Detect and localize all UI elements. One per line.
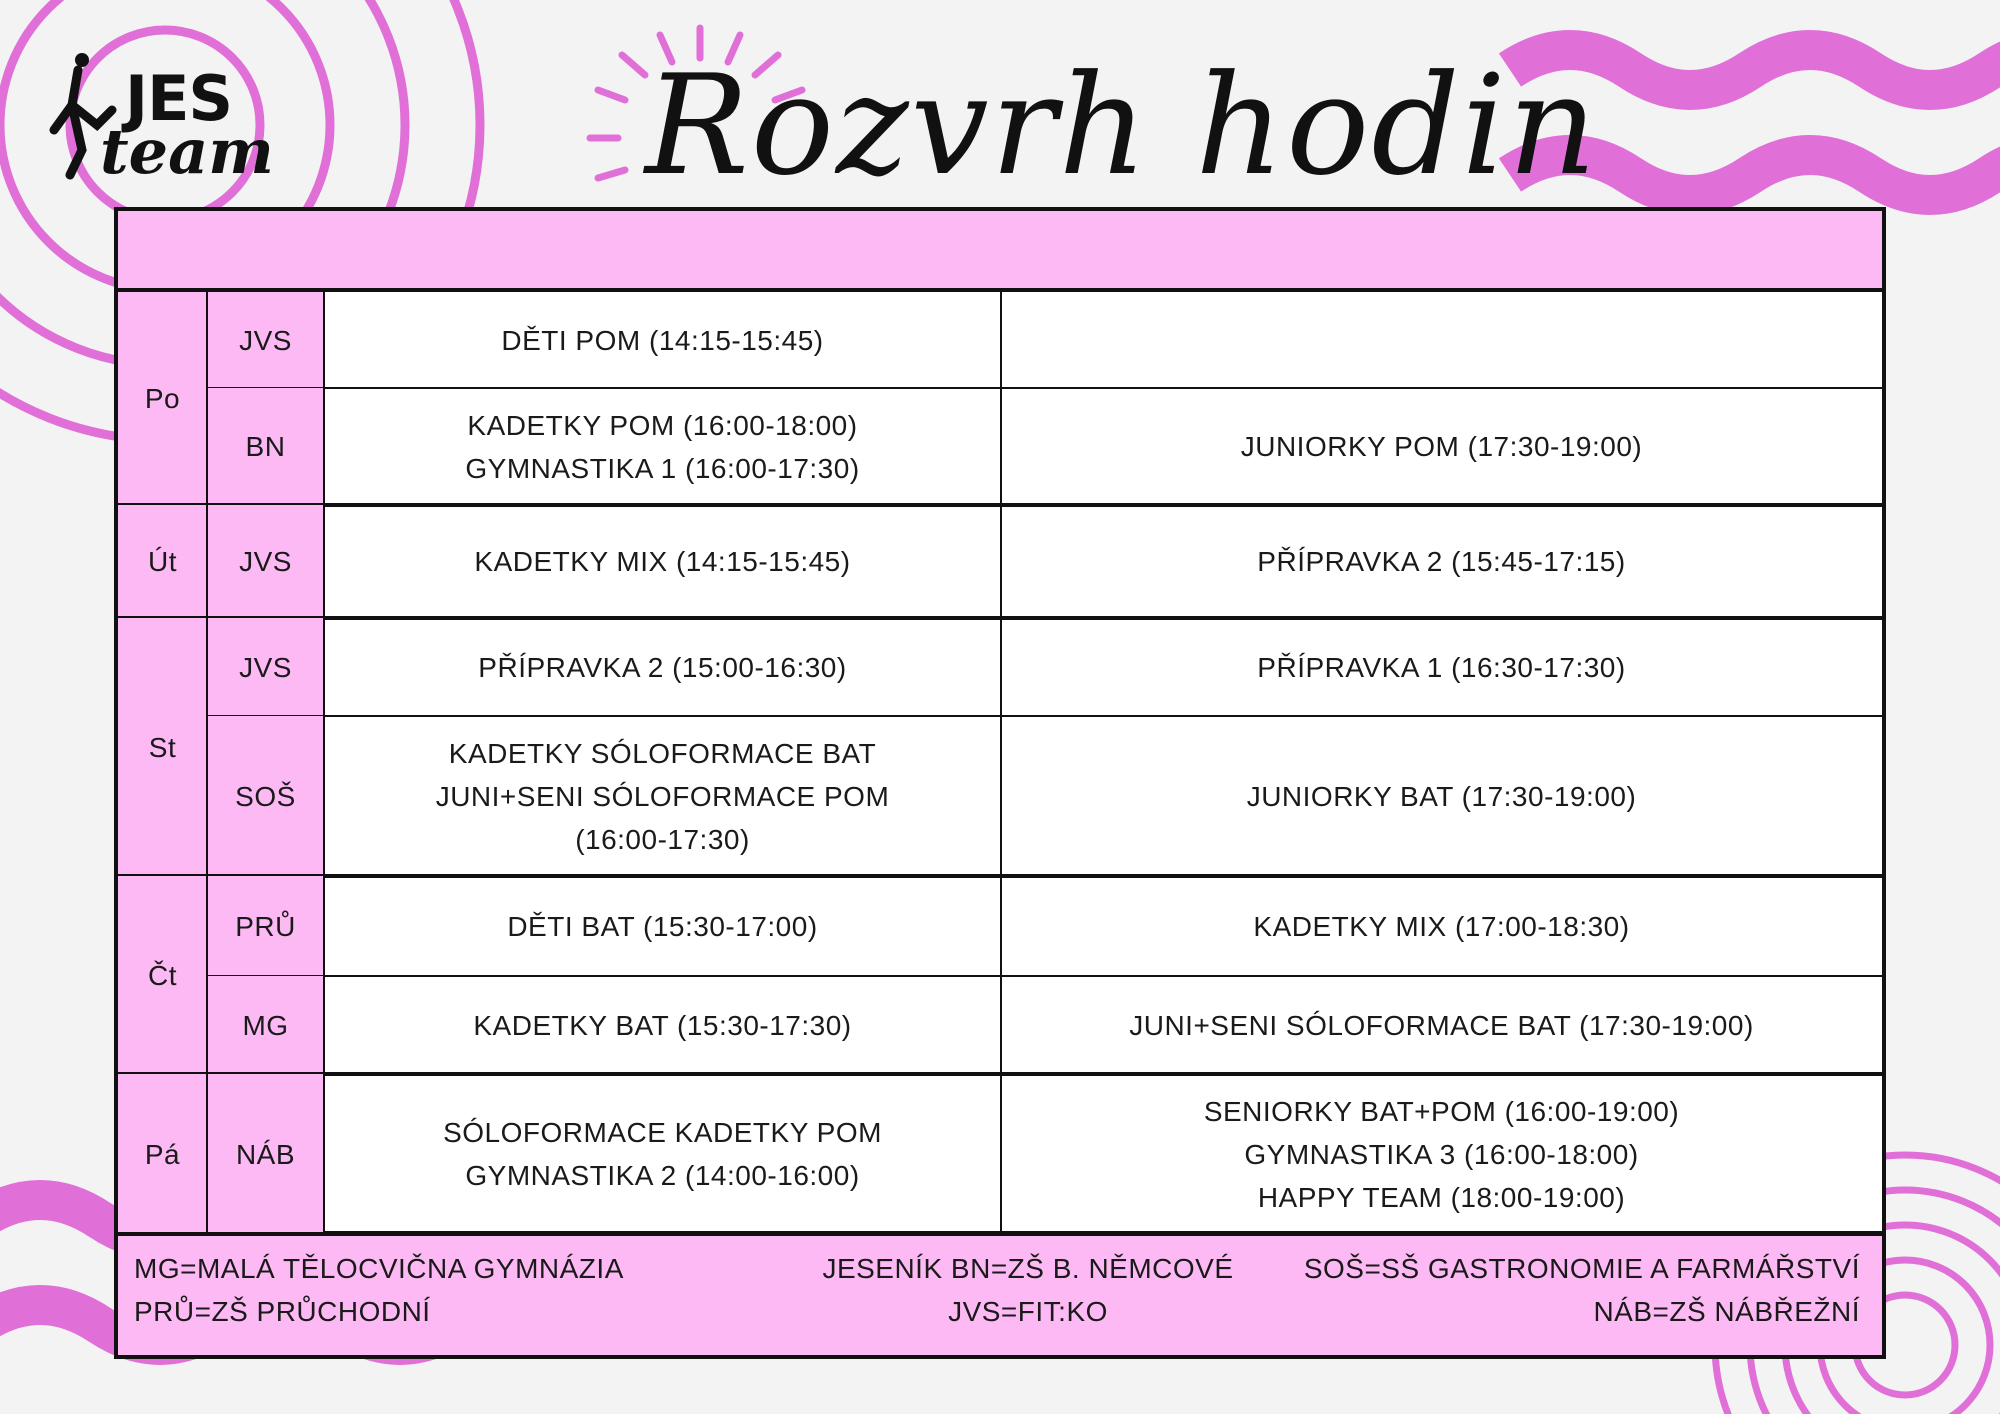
lesson-cell: DĚTI BAT (15:30-17:00)	[507, 910, 818, 942]
lesson-cell: PŘÍPRAVKA 2 (15:45-17:15)	[1257, 546, 1626, 577]
legend-item: NÁB=ZŠ NÁBŘEŽNÍ	[1593, 1296, 1860, 1327]
legend-item: JESENÍK BN=ZŠ B. NĚMCOVÉ	[822, 1253, 1234, 1284]
lesson-cell	[1001, 292, 1882, 388]
legend-right	[1304, 1247, 1860, 1333]
logo-team-text: team	[100, 115, 274, 188]
legend-center	[808, 1247, 1248, 1333]
lesson-cell: KADETKY BAT (15:30-17:30)	[473, 1009, 852, 1041]
jes-team-logo	[40, 50, 274, 200]
lesson-cell: JUNIORKY BAT (17:30-19:00)	[1246, 780, 1637, 812]
lesson-cell: KADETKY POM (16:00-18:00) GYMNASTIKA 1 (16:00-17:30)	[465, 409, 860, 484]
legend-item: JVS=FIT:KO	[948, 1296, 1108, 1327]
place-cell: JVS	[207, 505, 324, 618]
lesson-cell: JUNI+SENI SÓLOFORMACE BAT (17:30-19:00)	[1129, 1009, 1754, 1041]
day-cell: Út	[118, 505, 207, 618]
place-cell: JVS	[207, 618, 324, 716]
schedule-table	[114, 207, 1886, 1359]
day-cell: Čt	[118, 876, 207, 1074]
lesson-cell: KADETKY MIX (17:00-18:30)	[1253, 910, 1630, 942]
place-cell: PRŮ	[207, 876, 324, 976]
table-header-band	[118, 211, 1882, 292]
column-divider	[206, 292, 208, 1234]
legend-left	[134, 1247, 624, 1333]
lesson-cell: PŘÍPRAVKA 1 (16:30-17:30)	[1257, 651, 1626, 683]
column-divider	[1000, 292, 1002, 1234]
day-cell: Pá	[118, 1074, 207, 1234]
lesson-cell: KADETKY SÓLOFORMACE BAT JUNI+SENI SÓLOFORMACE POM (16:00-17:30)	[435, 737, 890, 855]
lesson-cell: KADETKY MIX (14:15-15:45)	[474, 546, 851, 577]
legend	[118, 1231, 1882, 1355]
legend-item: PRŮ=ZŠ PRŮCHODNÍ	[134, 1296, 431, 1327]
lesson-cell: JUNIORKY POM (17:30-19:00)	[1240, 431, 1643, 462]
page-title: Rozvrh hodin	[645, 45, 1599, 206]
logo-jes-text: JES	[125, 62, 233, 135]
day-cell: St	[118, 618, 207, 876]
legend-item: MG=MALÁ TĚLOCVIČNA GYMNÁZIA	[134, 1253, 624, 1284]
place-cell: NÁB	[207, 1074, 324, 1234]
legend-item: SOŠ=SŠ GASTRONOMIE A FARMÁŘSTVÍ	[1303, 1253, 1860, 1284]
lesson-cell: SÓLOFORMACE KADETKY POM GYMNASTIKA 2 (14:00-16:00)	[443, 1117, 882, 1191]
day-cell: Po	[118, 292, 207, 505]
place-cell: MG	[207, 976, 324, 1074]
column-divider	[323, 292, 325, 1234]
lesson-cell: DĚTI POM (14:15-15:45)	[501, 324, 824, 356]
lesson-cell: SENIORKY BAT+POM (16:00-19:00) GYMNASTIKA 3 (16:00-18:00) HAPPY TEAM (18:00-19:00)	[1203, 1095, 1680, 1213]
place-cell: BN	[207, 388, 324, 505]
place-cell: SOŠ	[207, 716, 324, 876]
place-cell: JVS	[207, 292, 324, 388]
lesson-cell: PŘÍPRAVKA 2 (15:00-16:30)	[478, 651, 847, 683]
